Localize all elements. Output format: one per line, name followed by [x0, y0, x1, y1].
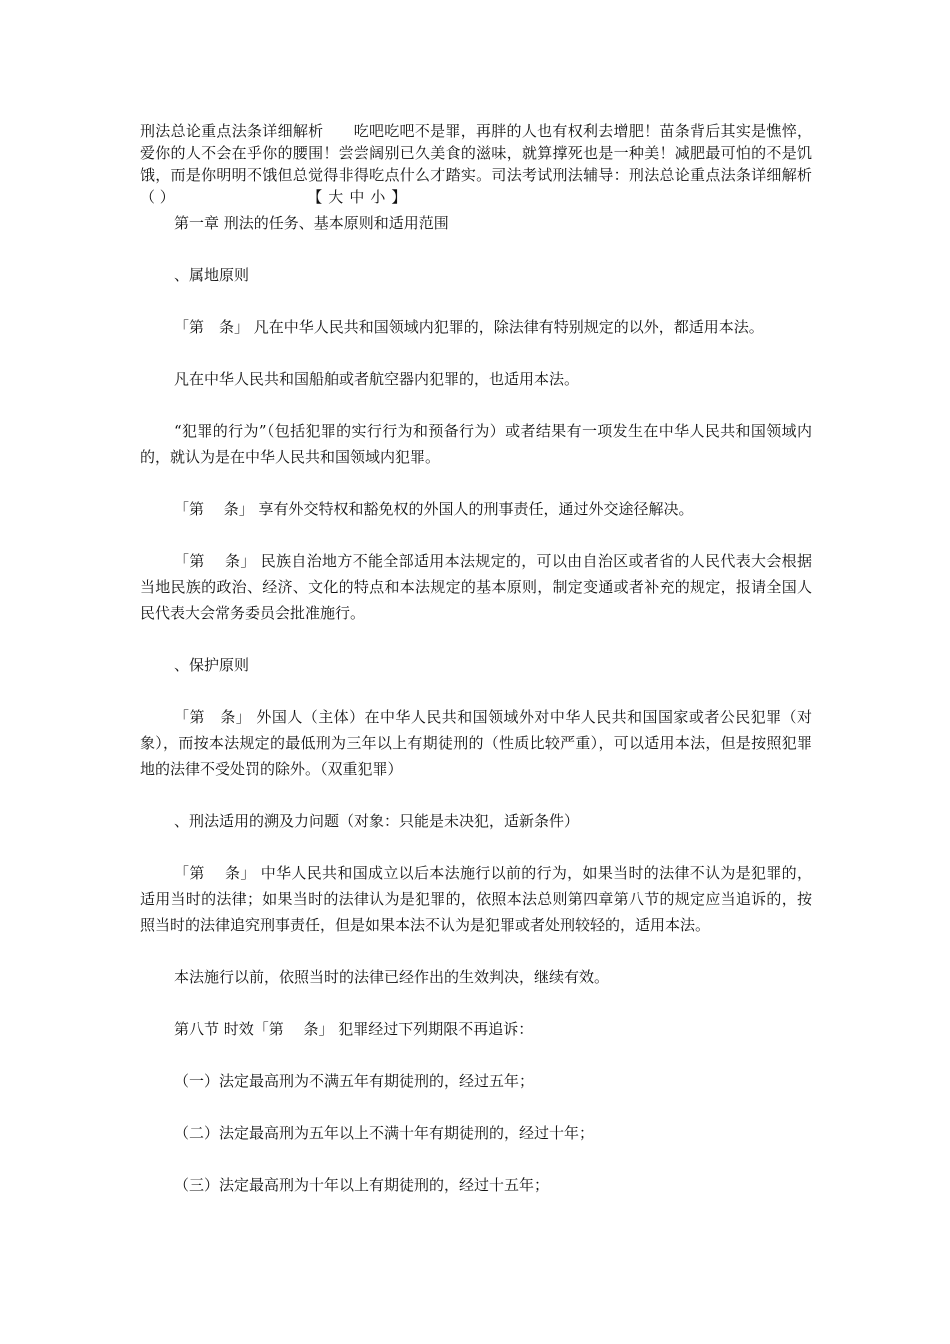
- section-heading-retroactivity: 、刑法适用的溯及力问题（对象：只能是未决犯，适新条件）: [174, 812, 580, 830]
- article-paragraph: “犯罪的行为”（包括犯罪的实行行为和预备行为）或者结果有一项发生在中华人民共和国领域内的，就认为是在中华人民共和国领域内犯罪。: [140, 422, 812, 466]
- document-page: [140, 120, 812, 1198]
- font-size-medium-link[interactable]: 中: [349, 188, 371, 206]
- intro-text: 吃吧吃吧不是罪，再胖的人也有权利去增肥！苗条背后其实是憔悴，爱你的人不会在乎你的腰围！尝尝阔别已久美食的滋味，就算撑死也是一种美！减肥最可怕的不是饥饿，而是你明明不饿但总觉得非得吃点什么才踏实。司法考试刑法辅导：刑法总论重点法条详细解析（ ）: [140, 122, 812, 206]
- intro-title: 刑法总论重点法条详细解析: [140, 122, 324, 140]
- article-paragraph: 「第 条」 凡在中华人民共和国领域内犯罪的，除法律有特别规定的以外，都适用本法。: [174, 318, 764, 336]
- section-heading-limitation: 第八节 时效「第 条」 犯罪经过下列期限不再追诉：: [174, 1020, 534, 1038]
- article-paragraph: 「第 条」 享有外交特权和豁免权的外国人的刑事责任，通过外交途径解决。: [174, 500, 694, 518]
- intro-paragraph: [140, 120, 812, 208]
- article-paragraph: 本法施行以前，依照当时的法律已经作出的生效判决，继续有效。: [174, 968, 610, 986]
- article-paragraph: 「第 条」 民族自治地方不能全部适用本法规定的，可以由自治区或者省的人民代表大会根据当地民族的政治、经济、文化的特点和本法规定的基本原则，制定变通或者补充的规定，报请全国人民代表大会常务委员会批准施行。: [140, 552, 812, 622]
- section-heading-protection: 、保护原则: [174, 656, 250, 674]
- article-paragraph: 「第 条」 外国人（主体）在中华人民共和国领域外对中华人民共和国国家或者公民犯罪（对象），而按本法规定的最低刑为三年以上有期徒刑的（性质比较严重），可以适用本法，但是按照犯罪地的法律不受处罚的除外。（双重犯罪）: [140, 708, 812, 778]
- list-item: （二）法定最高刑为五年以上不满十年有期徒刑的，经过十年；: [174, 1124, 595, 1142]
- font-size-open-bracket: 【: [314, 188, 329, 206]
- list-item: （三）法定最高刑为十年以上有期徒刑的，经过十五年；: [174, 1176, 550, 1194]
- font-size-close-bracket: 】: [391, 188, 413, 206]
- article-paragraph: 「第 条」 中华人民共和国成立以后本法施行以前的行为，如果当时的法律不认为是犯罪的，适用当时的法律；如果当时的法律认为是犯罪的，依照本法总则第四章第八节的规定应当追诉的，按照当时的法律追究刑事责任，但是如果本法不认为是犯罪或者处刑较轻的，适用本法。: [140, 864, 812, 934]
- font-size-small-link[interactable]: 小: [370, 188, 392, 206]
- chapter-heading: 第一章 刑法的任务、基本原则和适用范围: [174, 214, 449, 232]
- article-paragraph: 凡在中华人民共和国船舶或者航空器内犯罪的，也适用本法。: [174, 370, 580, 388]
- list-item: （一）法定最高刑为不满五年有期徒刑的，经过五年；: [174, 1072, 535, 1090]
- font-size-large-link[interactable]: 大: [328, 188, 350, 206]
- font-size-selector: [315, 188, 413, 206]
- section-heading-territorial: 、属地原则: [174, 266, 250, 284]
